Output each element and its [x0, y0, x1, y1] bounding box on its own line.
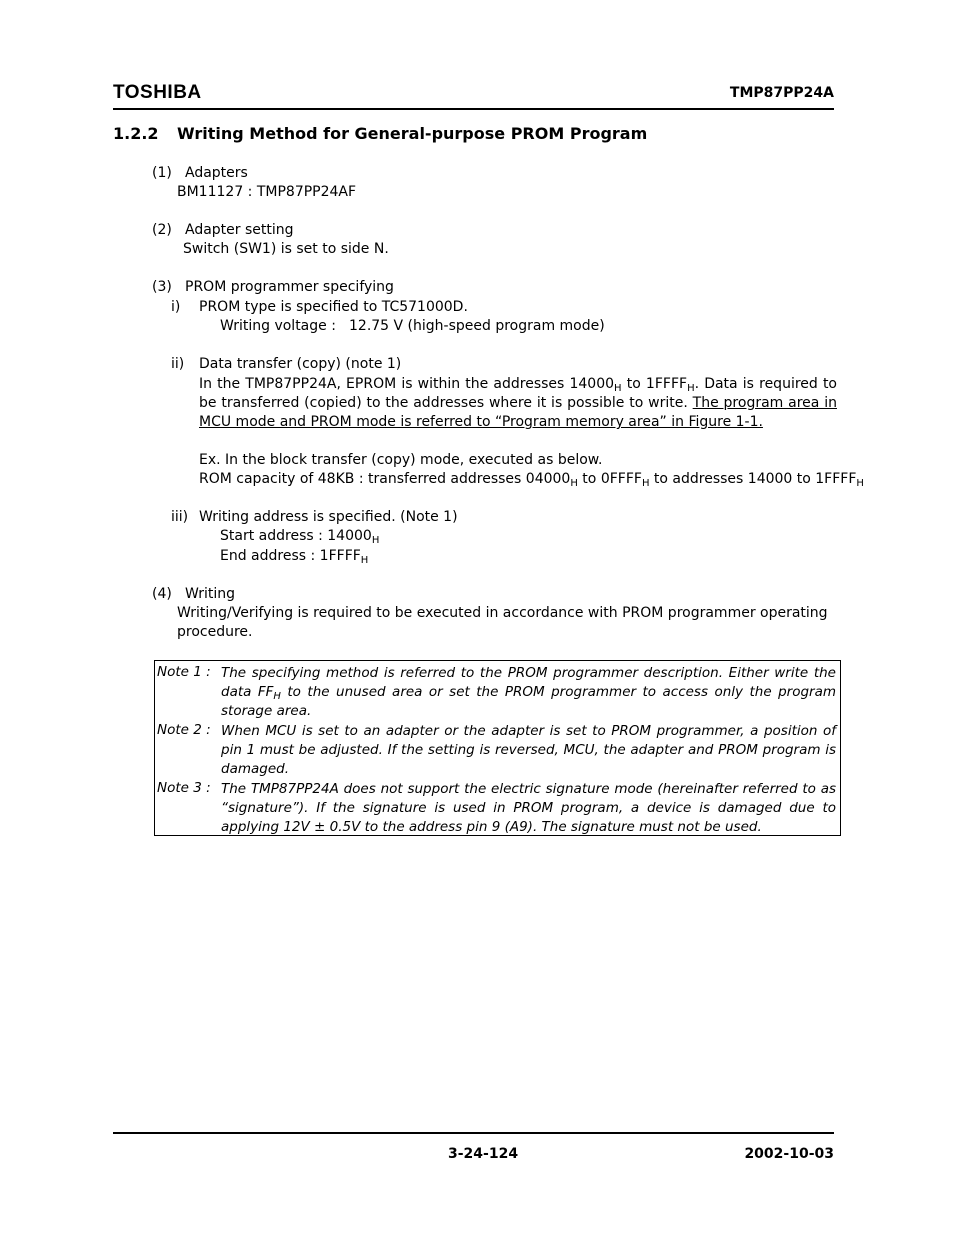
item-3-label: (3) [152, 279, 172, 295]
item-4-text-1: Writing/Verifying is required to be executed in accordance with PROM programmer operating [177, 605, 828, 621]
notes-box [154, 660, 841, 836]
item-1-title: Adapters [185, 165, 248, 181]
end-address: End address : $1FFFF_H$ [220, 548, 369, 566]
example-line-2: ROM capacity of 48KB : transferred addresses $04000_H$ to $0FFFF_H$ to addresses 14000 to $1FFFF_H$ [199, 471, 864, 489]
note-2-label: Note 2 : [157, 722, 211, 738]
page-number: 3-24-124 [448, 1146, 519, 1162]
writing-voltage-label: Writing voltage : [220, 318, 336, 334]
item-1-label: (1) [152, 165, 172, 181]
model-number: TMP87PP24A [729, 85, 834, 101]
item-3-ii-label: ii) [171, 356, 185, 372]
item-3-i-label: i) [171, 299, 181, 315]
item-3-iii-label: iii) [171, 509, 189, 525]
section-number: 1.2.2 [113, 124, 159, 143]
note-1-text: The specifying method is referred to the PROM programmer description. Either write the data $FF_H$ to the unused area or set the PROM programmer to access only the program storage area. [221, 665, 837, 720]
item-3-i-text: PROM type is specified to TC571000D. [199, 299, 468, 315]
writing-voltage-value: 12.75 V (high-speed program mode) [349, 318, 605, 334]
note-2-text: When MCU is set to an adapter or the adapter is set to PROM programmer, a position of pin 1 must be adjusted. If the setting is reversed, MCU, the adapter and PROM program is damaged. [221, 723, 836, 778]
item-3-ii-title: Data transfer (copy) (note 1) [199, 356, 402, 372]
item-4-text-2: procedure. [177, 624, 253, 640]
note-1-label: Note 1 : [157, 664, 211, 680]
footer-rule [113, 1132, 834, 1134]
example-line-1: Ex. In the block transfer (copy) mode, executed as below. [199, 452, 603, 468]
item-4-title: Writing [185, 586, 235, 602]
item-2-value: Switch (SW1) is set to side N. [183, 241, 389, 257]
start-address: Start address : $14000_H$ [220, 528, 380, 546]
data-transfer-paragraph: In the TMP87PP24A, EPROM is within the addresses $14000_H$ to $1FFFF_H$. Data is required to be transferred (copied) to the addresses where it is possible to write. The program area in MCU mode and PROM mode is referred to “Program memory area” in Figure 1-1. [199, 376, 837, 430]
item-2-label: (2) [152, 222, 172, 238]
brand-logo: TOSHIBA [113, 82, 202, 103]
item-2-title: Adapter setting [185, 222, 294, 238]
item-3-title: PROM programmer specifying [185, 279, 394, 295]
item-1-value: BM11127 : TMP87PP24AF [177, 184, 357, 200]
item-3-iii-title: Writing address is specified. (Note 1) [199, 509, 458, 525]
note-3-text: The TMP87PP24A does not support the electric signature mode (hereinafter referred to as “signature”). If the signature is used in PROM program, a device is damaged due to applying 12V ± 0.5V to the address pin 9 (A9). The signature must not be used. [221, 781, 836, 836]
document-date: 2002-10-03 [744, 1146, 834, 1162]
section-title: Writing Method for General-purpose PROM Program [177, 124, 648, 143]
program-area-reference: The program area in MCU mode and PROM mode is referred to “Program memory area” in Figure 1-1. [199, 395, 837, 430]
header-rule [113, 108, 834, 110]
item-4-label: (4) [152, 586, 172, 602]
note-3-label: Note 3 : [157, 780, 211, 796]
